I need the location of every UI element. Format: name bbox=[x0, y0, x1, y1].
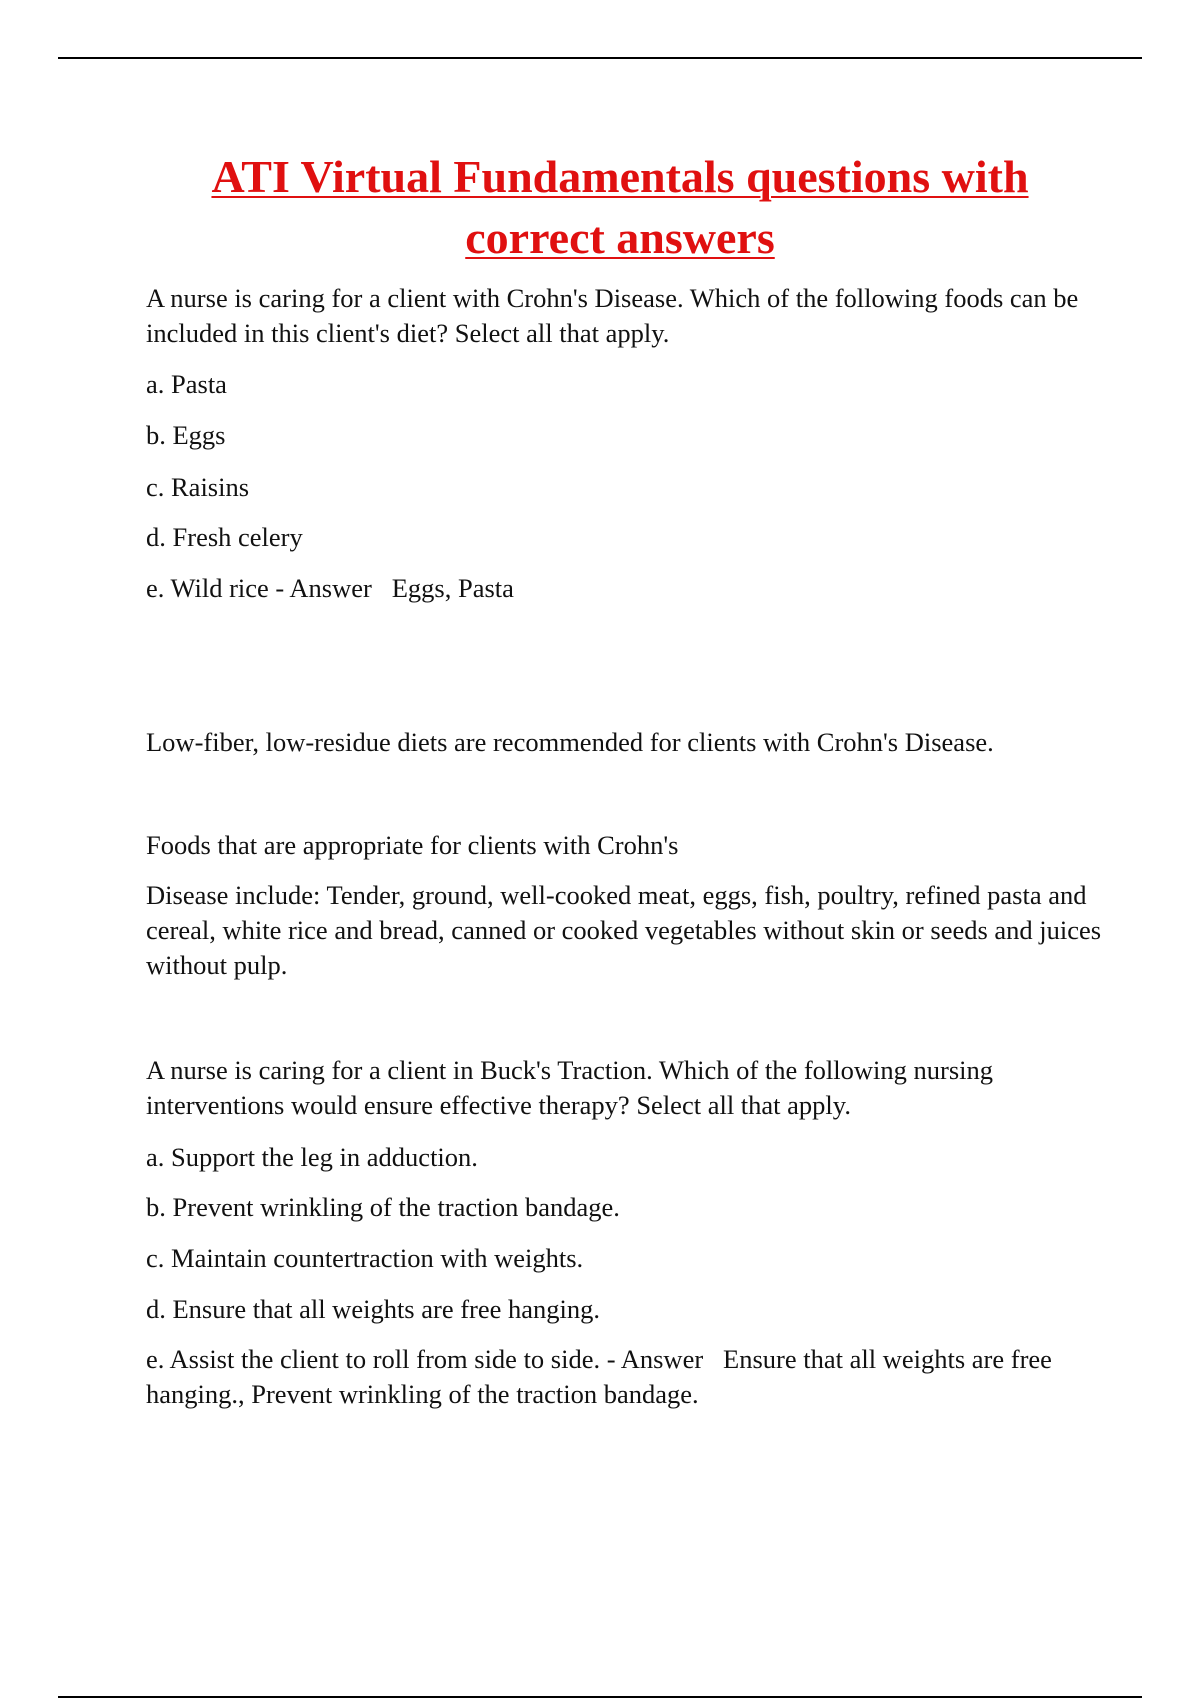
question-2-option-e-answer: e. Assist the client to roll from side to side. - Answer Ensure that all weights are free hanging., Prevent wrinkling of the traction bandage. bbox=[146, 1344, 1059, 1409]
question-1-option-d: d. Fresh celery bbox=[146, 522, 303, 552]
document-title: ATI Virtual Fundamentals questions with correct answers bbox=[211, 151, 1029, 263]
question-2-option-d: d. Ensure that all weights are free hanging. bbox=[146, 1294, 601, 1324]
question-1-text: A nurse is caring for a client with Crohn's Disease. Which of the following foods can be included in this client's diet? Select all that apply. bbox=[146, 283, 1085, 348]
question-2-option-a: a. Support the leg in adduction. bbox=[146, 1142, 478, 1172]
question-1-option-e-answer: e. Wild rice - Answer Eggs, Pasta bbox=[146, 573, 514, 603]
question-1-option-a: a. Pasta bbox=[146, 369, 227, 399]
rationale-foods-list: Disease include: Tender, ground, well-cooked meat, eggs, fish, poultry, refined pasta and cereal, white rice and bread, canned or cooked vegetables without skin or seeds and juices without pulp. bbox=[146, 880, 1108, 980]
question-2-option-c: c. Maintain countertraction with weights. bbox=[146, 1243, 584, 1273]
question-2-option-b: b. Prevent wrinkling of the traction bandage. bbox=[146, 1192, 620, 1222]
question-2-text: A nurse is caring for a client in Buck's Traction. Which of the following nursing interventions would ensure effective therapy? Select all that apply. bbox=[146, 1055, 1000, 1120]
question-1-option-c: c. Raisins bbox=[146, 472, 250, 502]
rationale-low-fiber: Low-fiber, low-residue diets are recommended for clients with Crohn's Disease. bbox=[146, 727, 994, 757]
rationale-foods-heading: Foods that are appropriate for clients with Crohn's bbox=[146, 830, 679, 860]
top-rule bbox=[58, 57, 1142, 59]
bottom-rule bbox=[58, 1696, 1142, 1698]
question-1-option-b: b. Eggs bbox=[146, 420, 226, 450]
